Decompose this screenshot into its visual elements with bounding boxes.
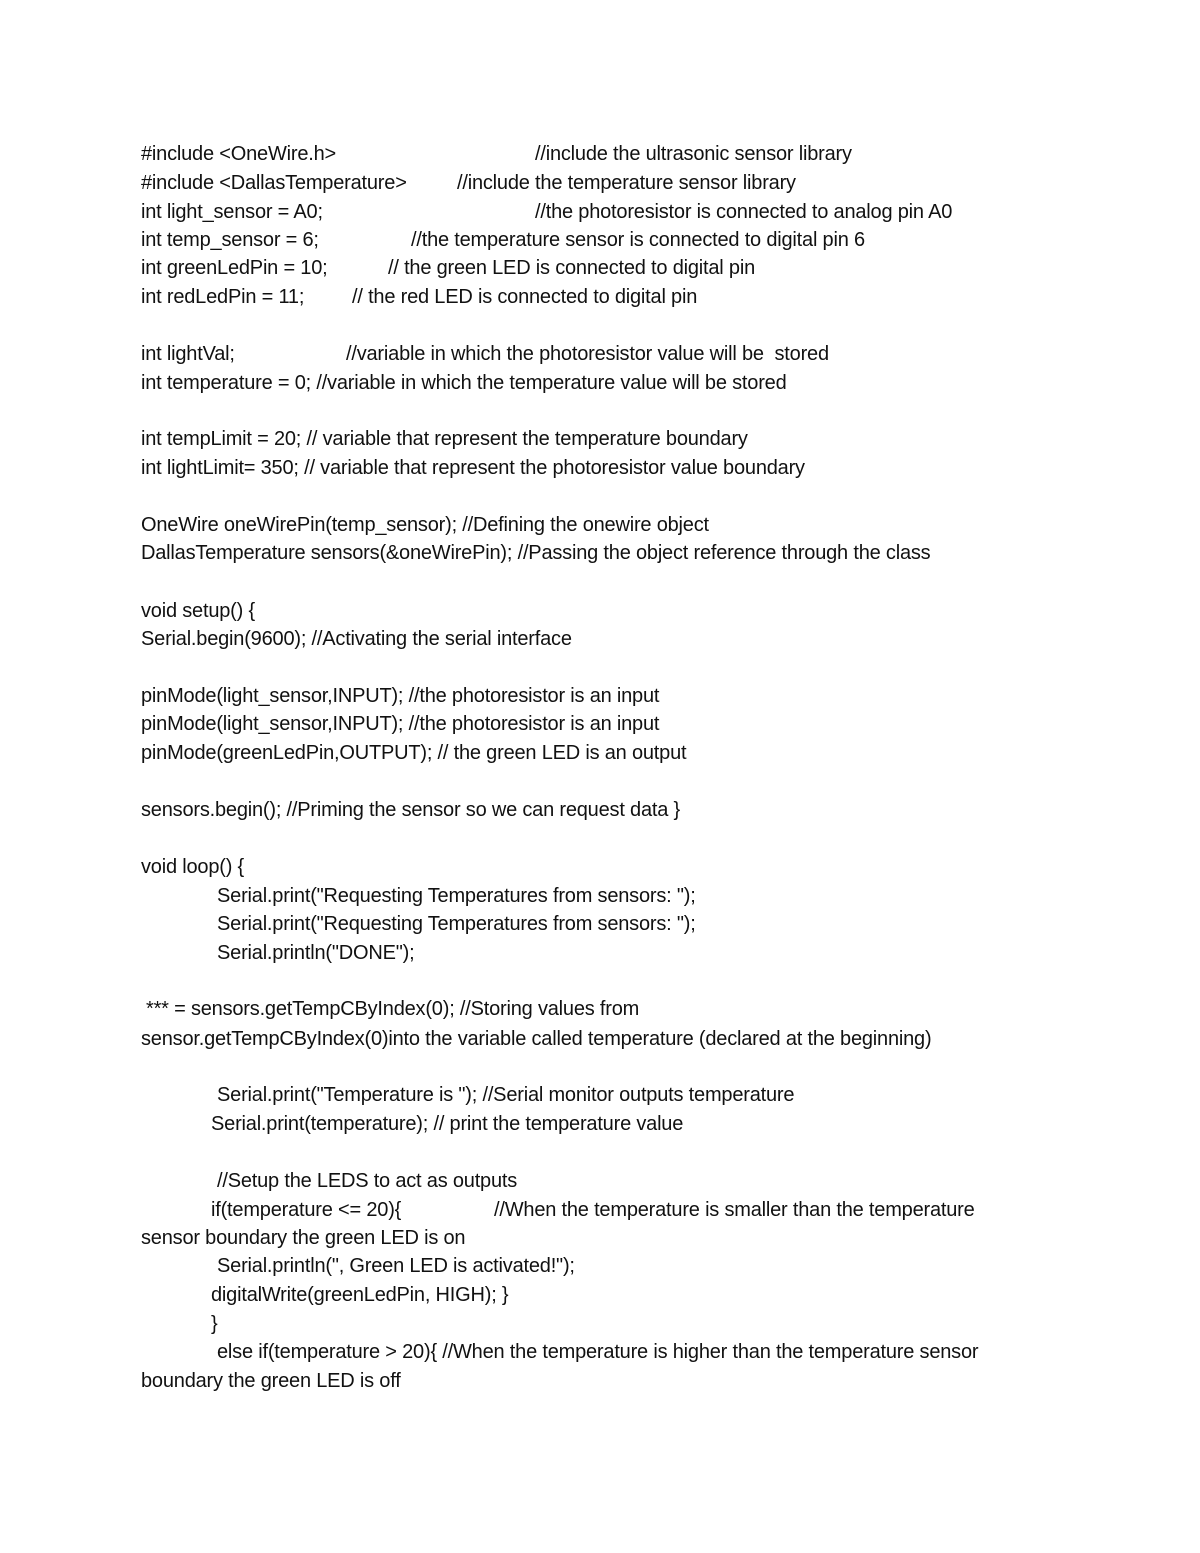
code-line: void setup() { xyxy=(141,600,255,622)
code-line: boundary the green LED is off xyxy=(141,1370,401,1392)
code-line: pinMode(light_sensor,INPUT); //the photoresistor is an input xyxy=(141,685,660,707)
code-line: Serial.print(temperature); // print the temperature value xyxy=(211,1113,684,1135)
code-comment: // the red LED is connected to digital pin xyxy=(352,286,698,308)
code-line: sensors.begin(); //Priming the sensor so we can request data } xyxy=(141,799,680,821)
code-line: int redLedPin = 11; xyxy=(141,286,305,308)
code-line: OneWire oneWirePin(temp_sensor); //Defining the onewire object xyxy=(141,514,709,536)
code-line: sensor boundary the green LED is on xyxy=(141,1227,466,1249)
code-line: //Setup the LEDS to act as outputs xyxy=(217,1170,518,1192)
code-comment: //When the temperature is smaller than the temperature xyxy=(494,1199,975,1221)
code-line: digitalWrite(greenLedPin, HIGH); } xyxy=(211,1284,509,1306)
code-line: } xyxy=(211,1313,218,1335)
code-comment: //the temperature sensor is connected to digital pin 6 xyxy=(411,229,865,251)
code-line: int lightVal; xyxy=(141,343,235,365)
code-line: int temperature = 0; //variable in which the temperature value will be stored xyxy=(141,372,787,394)
code-line: Serial.print("Requesting Temperatures from sensors: "); xyxy=(217,885,696,907)
code-line: int greenLedPin = 10; xyxy=(141,257,328,279)
code-comment: // the green LED is connected to digital pin xyxy=(388,257,755,279)
code-comment: //include the temperature sensor library xyxy=(457,172,796,194)
code-line: *** = sensors.getTempCByIndex(0); //Storing values from xyxy=(146,998,640,1020)
code-line: void loop() { xyxy=(141,856,245,878)
code-line: Serial.println(", Green LED is activated!"); xyxy=(217,1255,575,1277)
code-line: int lightLimit= 350; // variable that represent the photoresistor value boundary xyxy=(141,457,805,479)
code-line: Serial.print("Requesting Temperatures from sensors: "); xyxy=(217,913,696,935)
code-line: Serial.begin(9600); //Activating the serial interface xyxy=(141,628,572,650)
code-line: Serial.println("DONE"); xyxy=(217,942,415,964)
code-line: pinMode(greenLedPin,OUTPUT); // the green LED is an output xyxy=(141,742,687,764)
code-line: int temp_sensor = 6; xyxy=(141,229,319,251)
code-line: pinMode(light_sensor,INPUT); //the photoresistor is an input xyxy=(141,713,660,735)
code-line: #include <OneWire.h> xyxy=(141,143,337,165)
code-line: DallasTemperature sensors(&oneWirePin); //Passing the object reference through the class xyxy=(141,542,931,564)
code-line: int light_sensor = A0; xyxy=(141,201,323,223)
code-comment: //variable in which the photoresistor value will be stored xyxy=(346,343,829,365)
code-line: else if(temperature > 20){ //When the temperature is higher than the temperature sensor xyxy=(217,1341,979,1363)
code-line: sensor.getTempCByIndex(0)into the variable called temperature (declared at the beginning) xyxy=(141,1028,932,1050)
code-line: if(temperature <= 20){ xyxy=(211,1199,402,1221)
code-line: Serial.print("Temperature is "); //Serial monitor outputs temperature xyxy=(217,1084,795,1106)
code-comment: //the photoresistor is connected to analog pin A0 xyxy=(535,201,953,223)
code-line: int tempLimit = 20; // variable that represent the temperature boundary xyxy=(141,428,748,450)
code-line: #include <DallasTemperature> xyxy=(141,172,407,194)
code-comment: //include the ultrasonic sensor library xyxy=(535,143,852,165)
